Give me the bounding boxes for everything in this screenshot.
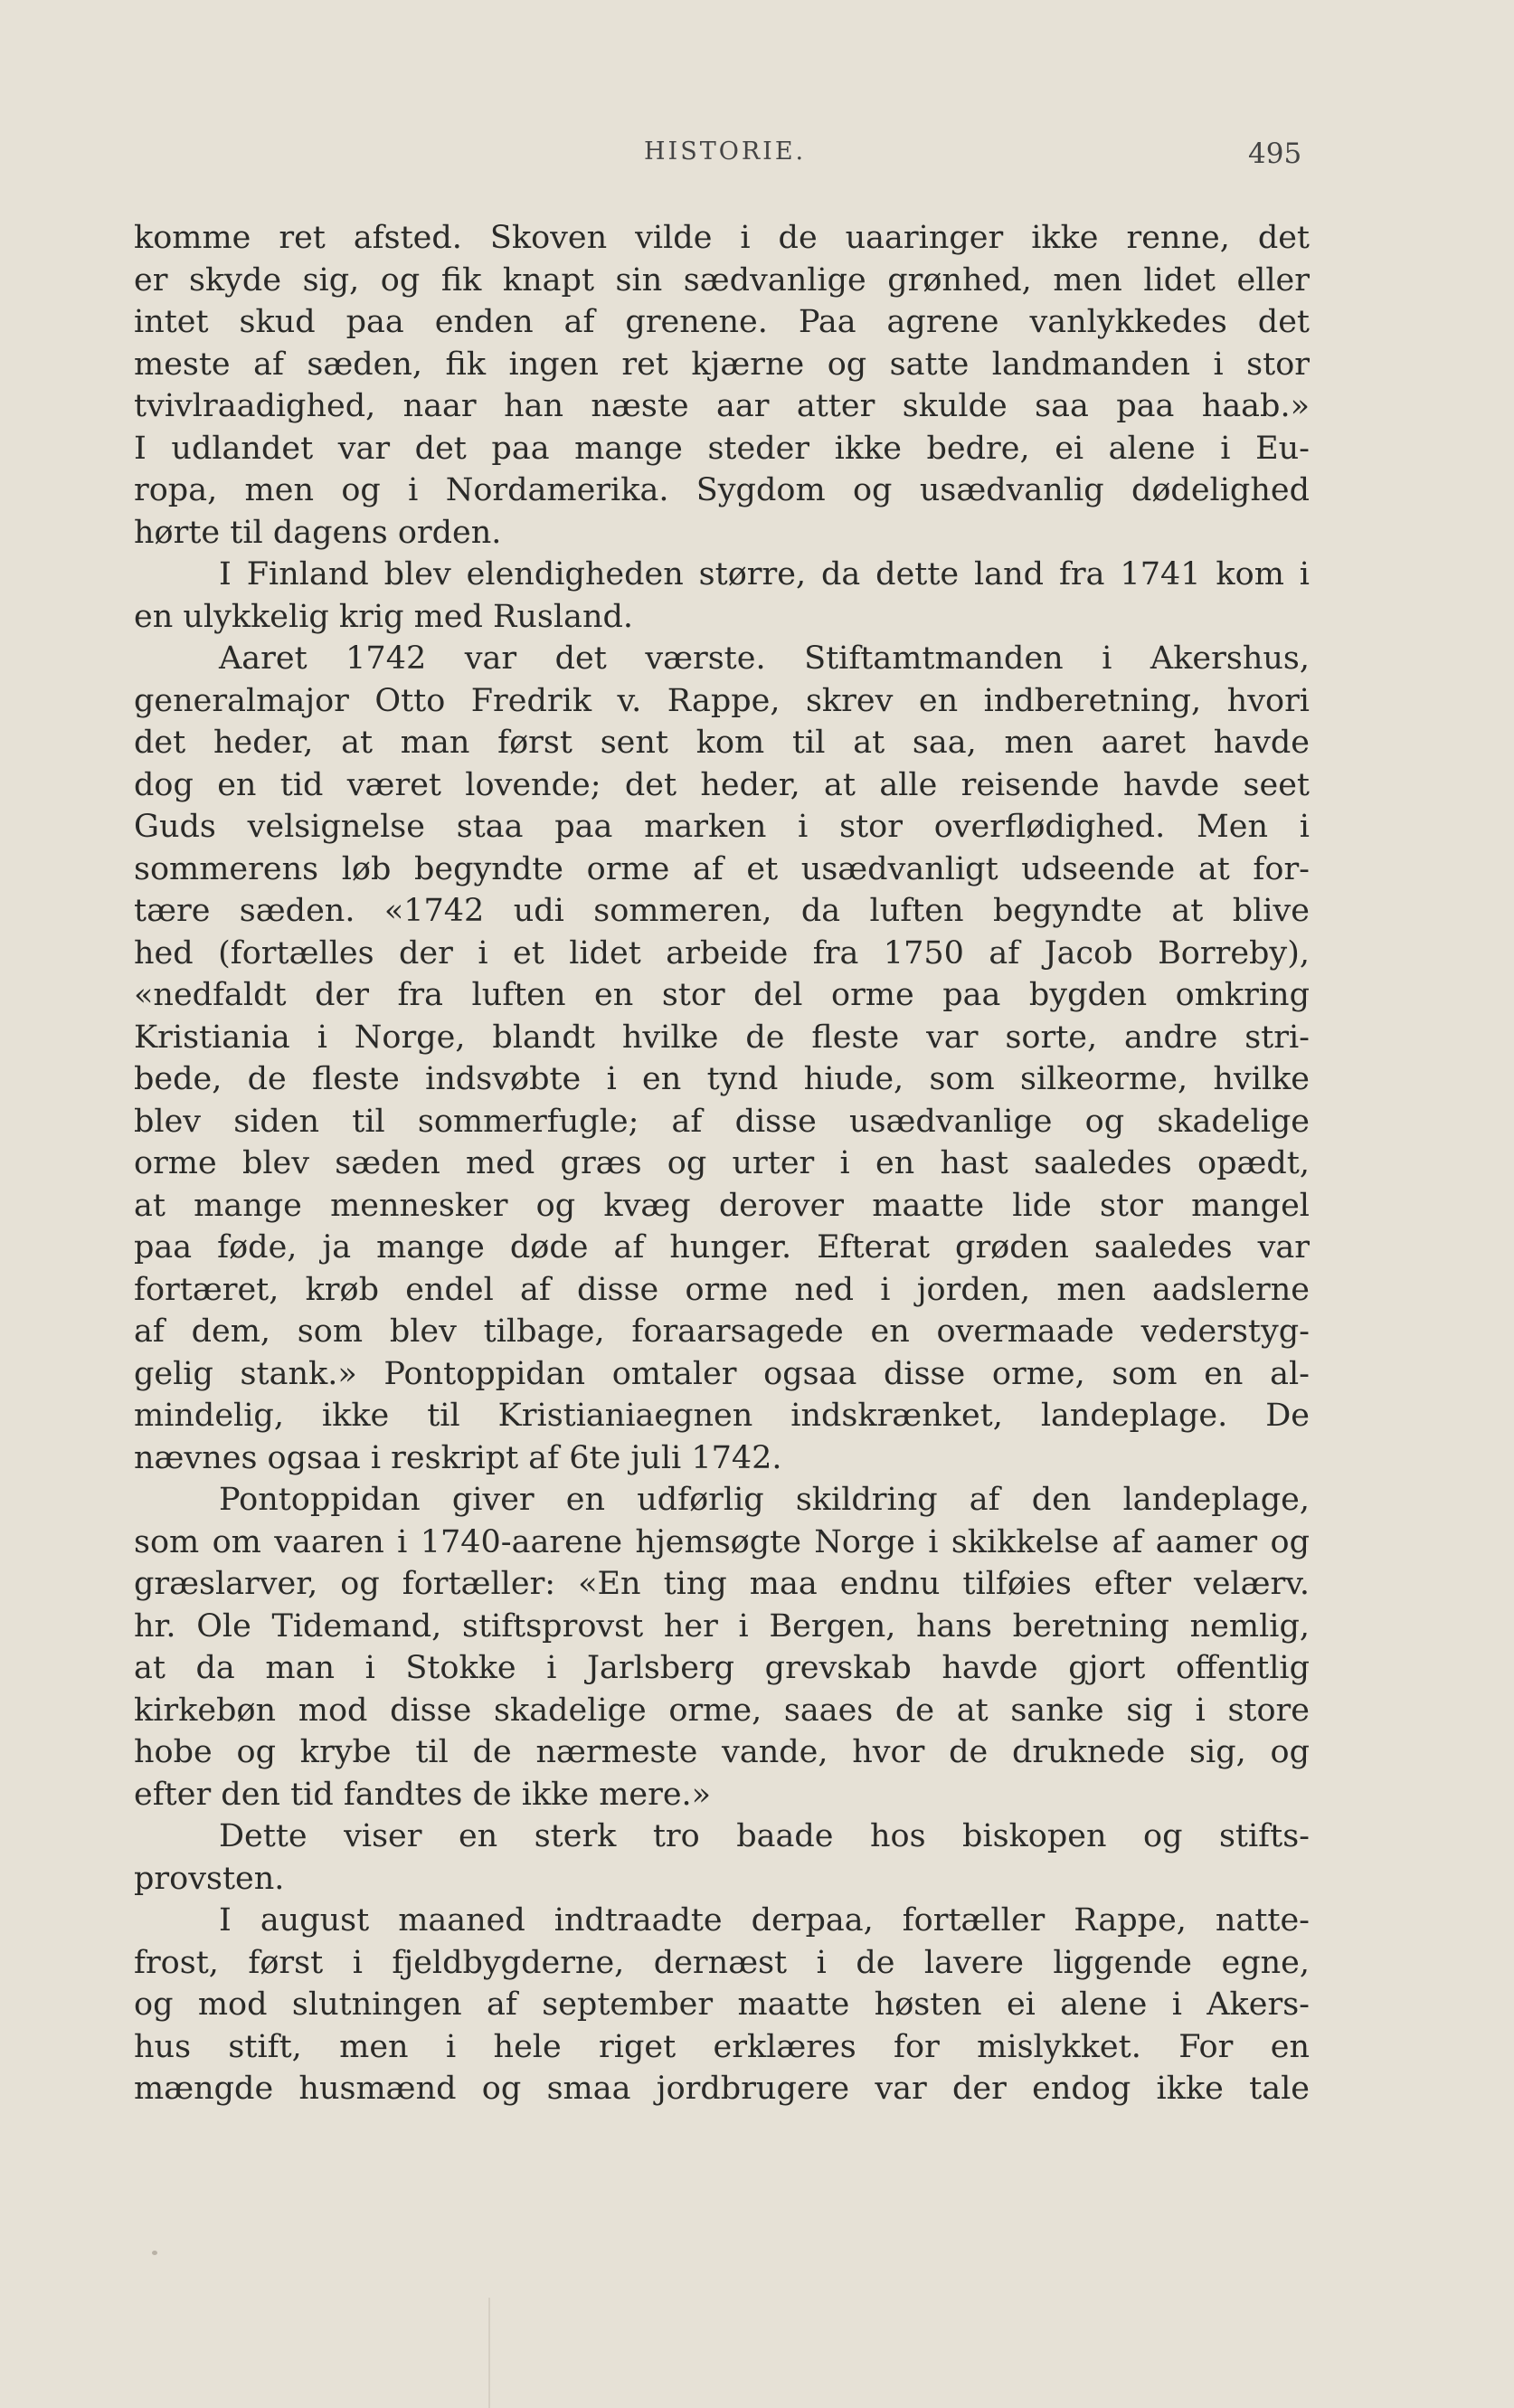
text-line: at mange mennesker og kvæg derover maatte lide stor mangel	[134, 1187, 1310, 1224]
running-title: HISTORIE.	[644, 137, 807, 166]
text-line: hobe og krybe til de nærmeste vande, hvor de druknede sig, og	[134, 1734, 1310, 1770]
text-line: hed (fortælles der i et lidet arbeide fra 1750 af Jacob Borreby),	[134, 934, 1310, 972]
text-line: af dem, som blev tilbage, foraarsagede en overmaade vederstyg-	[134, 1313, 1310, 1350]
text-line: at da man i Stokke i Jarlsberg grevskab havde gjort offentlig	[134, 1650, 1310, 1686]
text-line: meste af sæden, fik ingen ret kjærne og satte landmanden i stor	[134, 346, 1310, 383]
text-line: orme blev sæden med græs og urter i en hast saaledes opædt,	[134, 1145, 1310, 1181]
text-line: mindelig, ikke til Kristianiaegnen indskrænket, landeplage. De	[134, 1398, 1310, 1434]
text-line: I august maaned indtraadte derpaa, fortæller Rappe, natte-	[219, 1902, 1310, 1939]
text-line: er skyde sig, og fik knapt sin sædvanlige grønhed, men lidet eller	[134, 261, 1310, 299]
text-line: komme ret afsted. Skoven vilde i de uaaringer ikke renne, det	[134, 220, 1310, 256]
text-line: nævnes ogsaa i reskript af 6te juli 1742.	[134, 1439, 782, 1476]
text-line: og mod slutningen af september maatte høsten ei alene i Akers-	[134, 1986, 1310, 2023]
text-line: som om vaaren i 1740-aarene hjemsøgte Norge i skikkelse af aamer og	[134, 1523, 1310, 1560]
body-text	[134, 217, 1310, 2110]
text-line: bede, de fleste indsvøbte i en tynd hiude, som silkeorme, hvilke	[134, 1061, 1310, 1097]
text-line: hr. Ole Tidemand, stiftsprovst her i Bergen, hans beretning nemlig,	[134, 1607, 1310, 1645]
text-line: I Finland blev elendigheden større, da dette land fra 1741 kom i	[219, 556, 1310, 593]
text-line: kirkebøn mod disse skadelige orme, saaes de at sanke sig i store	[134, 1692, 1310, 1729]
text-line: provsten.	[134, 1860, 285, 1897]
text-line: Aaret 1742 var det værste. Stiftamtmanden i Akershus,	[219, 640, 1310, 677]
text-line: efter den tid fandtes de ikke mere.»	[134, 1776, 712, 1813]
text-line: I udlandet var det paa mange steder ikke bedre, ei alene i Eu-	[134, 430, 1310, 467]
text-line: fortæret, krøb endel af disse orme ned i jorden, men aadslerne	[134, 1271, 1310, 1308]
text-line: mængde husmænd og smaa jordbrugere var der endog ikke tale	[134, 2071, 1310, 2107]
text-line: ropa, men og i Nordamerika. Sygdom og usædvanlig dødelighed	[134, 472, 1310, 508]
text-line: græslarver, og fortæller: «En ting maa endnu tilføies efter velærv.	[134, 1566, 1310, 1602]
page-number: 495	[1248, 137, 1302, 170]
text-line: det heder, at man først sent kom til at saa, men aaret havde	[134, 725, 1310, 761]
text-line: intet skud paa enden af grenene. Paa agrene vanlykkedes det	[134, 304, 1310, 340]
text-line: «nedfaldt der fra luften en stor del orme paa bygden omkring	[134, 977, 1310, 1013]
running-head	[0, 137, 1514, 174]
text-line: tære sæden. «1742 udi sommeren, da luften begyndte at blive	[134, 893, 1310, 929]
text-line: blev siden til sommerfugle; af disse usædvanlige og skadelige	[134, 1103, 1310, 1140]
paper-speck	[152, 2251, 157, 2255]
text-line: Dette viser en sterk tro baade hos biskopen og stifts-	[219, 1818, 1310, 1854]
text-line: frost, først i fjeldbygderne, dernæst i de lavere liggende egne,	[134, 1944, 1310, 1981]
text-line: en ulykkelig krig med Rusland.	[134, 598, 634, 635]
text-line: generalmajor Otto Fredrik v. Rappe, skrev en indberetning, hvori	[134, 682, 1310, 719]
text-line: sommerens løb begyndte orme af et usædvanligt udseende at for-	[134, 850, 1310, 887]
text-line: Pontoppidan giver en udførlig skildring af den landeplage,	[219, 1482, 1310, 1518]
text-line: Guds velsignelse staa paa marken i stor overflødighed. Men i	[134, 809, 1310, 845]
text-line: paa føde, ja mange døde af hunger. Efterat grøden saaledes var	[134, 1229, 1310, 1266]
text-line: hus stift, men i hele riget erklæres for mislykket. For en	[134, 2028, 1310, 2065]
text-line: tvivlraadighed, naar han næste aar atter skulde saa paa haab.»	[134, 388, 1310, 424]
page-fold-shadow	[488, 2298, 490, 2408]
text-line: gelig stank.» Pontoppidan omtaler ogsaa disse orme, som en al-	[134, 1355, 1310, 1392]
text-line: dog en tid været lovende; det heder, at alle reisende havde seet	[134, 766, 1310, 803]
text-line: Kristiania i Norge, blandt hvilke de fleste var sorte, andre stri-	[134, 1019, 1310, 1056]
text-line: hørte til dagens orden.	[134, 514, 502, 551]
